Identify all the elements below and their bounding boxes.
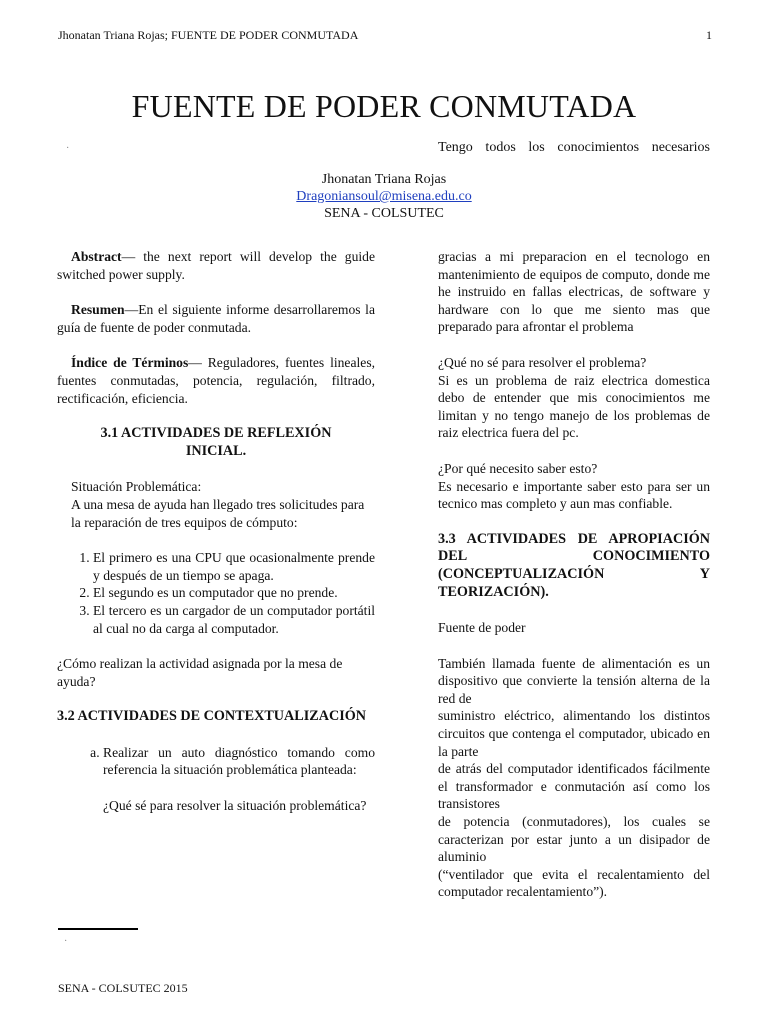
situacion-label: Situación Problemática: <box>71 479 202 495</box>
fuente-label: Fuente de poder <box>438 620 526 636</box>
footnote-dot: · <box>64 936 68 947</box>
heading-3-3: 3.3 ACTIVIDADES DE APROPIACIÓN DEL CONOCIMIENTO (CONCEPTUALIZACIÓN Y TEORIZACIÓN). <box>438 530 710 600</box>
list-item <box>103 744 375 815</box>
text-line-block: suministro eléctrico, alimentando los distintos circuitos que contenga el computador, ubicado en la parte <box>438 708 710 759</box>
running-header: Jhonatan Triana Rojas; FUENTE DE PODER CONMUTADA <box>58 28 359 42</box>
alpha-list <box>57 744 375 815</box>
alpha-question: ¿Qué sé para resolver la situación problemática? <box>103 798 367 814</box>
answer-por-que: Es necesario e importante saber esto para ser un tecnico mas completo y aun mas confiable. <box>438 478 710 512</box>
text-line-block: de potencia (conmutadores), los cuales se caracterizan por estar junto a un disipador de aluminio <box>438 814 710 865</box>
situacion-text: A una mesa de ayuda han llegado tres solicitudes para la reparación de tres equipos de cómputo: <box>71 496 365 530</box>
heading-3-2: 3.2 ACTIVIDADES DE CONTEXTUALIZACIÓN <box>57 708 367 725</box>
indice-label: Índice de Términos <box>71 355 189 371</box>
indice-text: — Reguladores, fuentes lineales, fuentes conmutadas, potencia, regulación, filtrado, rectificación, eficiencia. <box>57 355 376 406</box>
list-item: 2. El segundo es un computador que no prende. <box>93 584 375 602</box>
author-block <box>0 171 768 222</box>
alpha-item-text: Realizar un auto diagnóstico tomando como referencia la situación problemática planteada: <box>103 744 375 778</box>
page-title: FUENTE DE PODER CONMUTADA <box>131 88 637 124</box>
heading-3-1: 3.1 ACTIVIDADES DE REFLEXIÓN INICIAL. <box>100 425 332 459</box>
abstract-text: — the next report will develop the guide switched power supply. <box>57 249 375 282</box>
numbered-list <box>57 549 375 637</box>
question-paragraph: ¿Cómo realizan la actividad asignada por la mesa de ayuda? <box>57 656 343 689</box>
list-item: 1. El primero es una CPU que ocasionalmente prende y después de un tiempo se apaga. <box>93 549 375 584</box>
text-line-block: (“ventilador que evita el recalentamiento del computador recalentamiento”). <box>438 866 710 900</box>
resumen-paragraph <box>57 301 375 336</box>
author-org: SENA - COLSUTEC <box>324 206 444 221</box>
text-line-block: También llamada fuente de alimentación es un dispositivo que convierte la tensión alterna de la red de <box>438 655 710 706</box>
list-item: 3. El tercero es un cargador de un computador portátil al cual no da carga al computador. <box>93 602 375 637</box>
text-line-block: de atrás del computador identificados fácilmente el transformador e conmutación así como los transistores <box>438 761 710 812</box>
indice-paragraph <box>57 354 375 407</box>
question-por-que: ¿Por qué necesito saber esto? <box>438 460 598 476</box>
left-column <box>57 248 375 815</box>
tagline: Tengo todos los conocimientos necesarios <box>438 140 710 155</box>
preparation-paragraph: gracias a mi preparacion en el tecnologo en mantenimiento de equipos de computo, donde me he instruido en fallas electricas, de software y hardware con lo que me siento mas que preparado para afrontar el problema <box>438 249 710 335</box>
page-number: 1 <box>706 28 712 42</box>
page-footer: SENA - COLSUTEC 2015 <box>58 981 188 995</box>
bullet-dot: · <box>66 143 70 154</box>
right-column <box>438 248 710 901</box>
abstract-paragraph <box>57 248 375 283</box>
footnote-separator <box>58 928 138 930</box>
question-no-se: ¿Qué no sé para resolver el problema? <box>438 354 647 370</box>
answer-no-se: Si es un problema de raiz electrica domestica debo de entender que mis conocimientos me limitan y no tengo manejo de los problemas de raiz electrica fuera del pc. <box>438 372 710 441</box>
resumen-text: —En el siguiente informe desarrollaremos la guía de fuente de poder conmutada. <box>57 302 375 335</box>
author-email-link[interactable]: Dragoniansoul@misena.edu.co <box>296 189 472 204</box>
author-name: Jhonatan Triana Rojas <box>321 172 447 187</box>
resumen-label: Resumen <box>71 302 125 318</box>
abstract-label: Abstract <box>71 249 122 264</box>
